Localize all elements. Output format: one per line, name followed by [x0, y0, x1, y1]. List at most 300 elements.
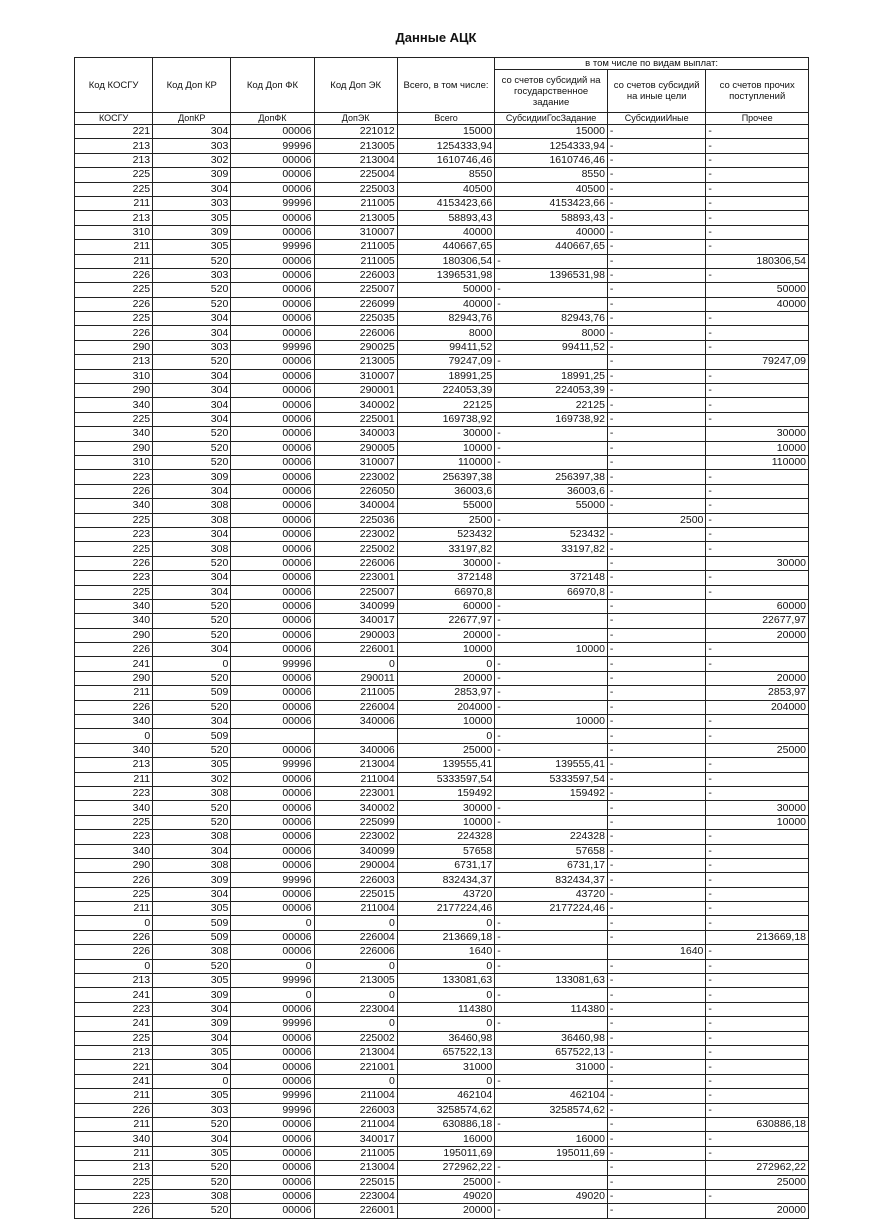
cell-total: 22125 — [397, 398, 494, 412]
cell-total: 40500 — [397, 182, 494, 196]
cell-dop-kr: 305 — [153, 902, 231, 916]
cell-dop-kr: 305 — [153, 1046, 231, 1060]
cell-inye: - — [607, 398, 705, 412]
cell-gos-zadanie: - — [495, 254, 608, 268]
cell-inye: - — [607, 830, 705, 844]
table-row — [75, 585, 809, 599]
cell-kosgu: 226 — [75, 945, 153, 959]
cell-dop-ek — [314, 729, 397, 743]
cell-dop-fk: 00006 — [231, 1074, 314, 1088]
cell-inye: - — [607, 312, 705, 326]
cell-dop-ek: 213004 — [314, 758, 397, 772]
cell-dop-ek: 211004 — [314, 1117, 397, 1131]
cell-inye: - — [607, 1161, 705, 1175]
cell-dop-kr: 303 — [153, 268, 231, 282]
cell-total: 0 — [397, 988, 494, 1002]
table-row — [75, 384, 809, 398]
cell-prochee: - — [706, 1146, 809, 1160]
cell-dop-ek: 226006 — [314, 556, 397, 570]
cell-prochee: - — [706, 312, 809, 326]
cell-inye: - — [607, 1189, 705, 1203]
cell-dop-fk: 00006 — [231, 715, 314, 729]
cell-prochee: - — [706, 758, 809, 772]
table-row — [75, 758, 809, 772]
table-row — [75, 1161, 809, 1175]
cell-gos-zadanie: 224053,39 — [495, 384, 608, 398]
cell-prochee: - — [706, 858, 809, 872]
cell-total: 114380 — [397, 1002, 494, 1016]
cell-dop-kr: 304 — [153, 125, 231, 139]
cell-total: 20000 — [397, 1204, 494, 1218]
cell-kosgu: 225 — [75, 412, 153, 426]
cell-dop-kr: 304 — [153, 484, 231, 498]
table-row — [75, 254, 809, 268]
cell-dop-fk: 00006 — [231, 225, 314, 239]
cell-dop-fk: 99996 — [231, 1103, 314, 1117]
cell-inye: - — [607, 988, 705, 1002]
cell-dop-ek: 340003 — [314, 427, 397, 441]
cell-total: 2500 — [397, 513, 494, 527]
cell-kosgu: 340 — [75, 801, 153, 815]
cell-total: 204000 — [397, 700, 494, 714]
cell-total: 31000 — [397, 1060, 494, 1074]
cell-dop-fk: 00006 — [231, 801, 314, 815]
cell-dop-ek: 226099 — [314, 297, 397, 311]
cell-dop-fk: 00006 — [231, 772, 314, 786]
cell-inye: - — [607, 168, 705, 182]
cell-inye: - — [607, 427, 705, 441]
table-row — [75, 513, 809, 527]
cell-dop-kr: 520 — [153, 959, 231, 973]
cell-gos-zadanie: 5333597,54 — [495, 772, 608, 786]
cell-dop-kr: 309 — [153, 225, 231, 239]
cell-dop-kr: 308 — [153, 786, 231, 800]
cell-gos-zadanie: 195011,69 — [495, 1146, 608, 1160]
cell-kosgu: 290 — [75, 858, 153, 872]
cell-dop-fk: 00006 — [231, 455, 314, 469]
table-row — [75, 168, 809, 182]
cell-dop-fk: 00006 — [231, 153, 314, 167]
cell-gos-zadanie: 6731,17 — [495, 858, 608, 872]
cell-dop-kr: 520 — [153, 671, 231, 685]
cell-kosgu: 221 — [75, 125, 153, 139]
cell-gos-zadanie: - — [495, 945, 608, 959]
cell-dop-kr: 520 — [153, 556, 231, 570]
cell-dop-kr: 304 — [153, 412, 231, 426]
cell-kosgu: 213 — [75, 211, 153, 225]
cell-total: 462104 — [397, 1089, 494, 1103]
table-row — [75, 1074, 809, 1088]
cell-kosgu: 225 — [75, 1031, 153, 1045]
cell-dop-kr: 308 — [153, 513, 231, 527]
cell-gos-zadanie: 1396531,98 — [495, 268, 608, 282]
cell-total: 5333597,54 — [397, 772, 494, 786]
cell-kosgu: 211 — [75, 902, 153, 916]
cell-dop-kr: 509 — [153, 916, 231, 930]
cell-total: 0 — [397, 959, 494, 973]
cell-kosgu: 211 — [75, 254, 153, 268]
cell-gos-zadanie: 8550 — [495, 168, 608, 182]
cell-inye: - — [607, 268, 705, 282]
cell-total: 0 — [397, 1017, 494, 1031]
cell-dop-fk: 00006 — [231, 945, 314, 959]
cell-dop-ek: 340099 — [314, 844, 397, 858]
cell-gos-zadanie: - — [495, 700, 608, 714]
cell-total: 272962,22 — [397, 1161, 494, 1175]
cell-inye: - — [607, 369, 705, 383]
cell-total: 25000 — [397, 1175, 494, 1189]
cell-prochee: - — [706, 657, 809, 671]
cell-dop-fk: 99996 — [231, 873, 314, 887]
cell-inye: - — [607, 297, 705, 311]
cell-gos-zadanie: - — [495, 930, 608, 944]
cell-kosgu: 211 — [75, 196, 153, 210]
cell-dop-ek: 310007 — [314, 455, 397, 469]
table-row — [75, 657, 809, 671]
cell-gos-zadanie: - — [495, 657, 608, 671]
cell-dop-kr: 303 — [153, 196, 231, 210]
cell-gos-zadanie: 4153423,66 — [495, 196, 608, 210]
cell-kosgu: 226 — [75, 556, 153, 570]
cell-inye: - — [607, 499, 705, 513]
cell-total: 3258574,62 — [397, 1103, 494, 1117]
cell-total: 49020 — [397, 1189, 494, 1203]
table-row — [75, 801, 809, 815]
cell-dop-ek: 340099 — [314, 599, 397, 613]
table-row — [75, 628, 809, 642]
cell-total: 10000 — [397, 715, 494, 729]
cell-kosgu: 225 — [75, 168, 153, 182]
cell-prochee: - — [706, 916, 809, 930]
cell-dop-kr: 309 — [153, 168, 231, 182]
cell-dop-ek: 225004 — [314, 168, 397, 182]
cell-inye: - — [607, 340, 705, 354]
cell-gos-zadanie: - — [495, 614, 608, 628]
cell-total: 1396531,98 — [397, 268, 494, 282]
col-header-dop-fk: Код Доп ФК — [231, 58, 314, 113]
cell-dop-ek: 223002 — [314, 470, 397, 484]
cell-dop-fk: 99996 — [231, 340, 314, 354]
cell-prochee: - — [706, 974, 809, 988]
table-row — [75, 1060, 809, 1074]
table-row — [75, 297, 809, 311]
cell-kosgu: 223 — [75, 571, 153, 585]
cell-dop-ek: 225015 — [314, 1175, 397, 1189]
cell-dop-fk: 00006 — [231, 858, 314, 872]
cell-total: 57658 — [397, 844, 494, 858]
cell-prochee: - — [706, 268, 809, 282]
cell-dop-kr: 509 — [153, 930, 231, 944]
cell-dop-ek: 340017 — [314, 614, 397, 628]
cell-dop-fk: 00006 — [231, 527, 314, 541]
cell-dop-kr: 520 — [153, 297, 231, 311]
cell-inye: - — [607, 556, 705, 570]
table-row — [75, 556, 809, 570]
cell-prochee: - — [706, 398, 809, 412]
cell-kosgu: 226 — [75, 297, 153, 311]
table-row — [75, 1046, 809, 1060]
cell-dop-fk: 00006 — [231, 887, 314, 901]
table-row — [75, 743, 809, 757]
cell-inye: - — [607, 1103, 705, 1117]
cell-inye: - — [607, 326, 705, 340]
cell-dop-fk: 00006 — [231, 125, 314, 139]
cell-dop-fk: 00006 — [231, 1117, 314, 1131]
cell-dop-kr: 509 — [153, 686, 231, 700]
cell-total: 18991,25 — [397, 369, 494, 383]
cell-dop-fk: 00006 — [231, 643, 314, 657]
cell-prochee: - — [706, 571, 809, 585]
cell-dop-fk: 00006 — [231, 484, 314, 498]
cell-kosgu: 225 — [75, 513, 153, 527]
cell-kosgu: 340 — [75, 715, 153, 729]
cell-gos-zadanie: 36460,98 — [495, 1031, 608, 1045]
cell-dop-ek: 290001 — [314, 384, 397, 398]
cell-dop-ek: 223002 — [314, 527, 397, 541]
cell-dop-fk: 00006 — [231, 700, 314, 714]
cell-kosgu: 213 — [75, 153, 153, 167]
cell-dop-fk: 00006 — [231, 815, 314, 829]
cell-dop-fk: 00006 — [231, 1002, 314, 1016]
cell-prochee: - — [706, 585, 809, 599]
cell-inye: - — [607, 614, 705, 628]
cell-gos-zadanie: 372148 — [495, 571, 608, 585]
cell-total: 523432 — [397, 527, 494, 541]
cell-dop-kr: 520 — [153, 283, 231, 297]
cell-kosgu: 310 — [75, 225, 153, 239]
cell-gos-zadanie: - — [495, 916, 608, 930]
cell-prochee: - — [706, 369, 809, 383]
cell-dop-kr: 304 — [153, 369, 231, 383]
cell-prochee: 25000 — [706, 743, 809, 757]
cell-total: 1254333,94 — [397, 139, 494, 153]
cell-inye: - — [607, 412, 705, 426]
cell-dop-ek: 226004 — [314, 700, 397, 714]
cell-dop-fk: 00006 — [231, 513, 314, 527]
table-row — [75, 196, 809, 210]
cell-gos-zadanie: 57658 — [495, 844, 608, 858]
cell-total: 169738,92 — [397, 412, 494, 426]
cell-prochee: - — [706, 1074, 809, 1088]
cell-inye: - — [607, 758, 705, 772]
cell-total: 33197,82 — [397, 542, 494, 556]
cell-prochee: 30000 — [706, 556, 809, 570]
cell-dop-kr: 304 — [153, 1132, 231, 1146]
cell-dop-kr: 308 — [153, 830, 231, 844]
cell-inye: - — [607, 1132, 705, 1146]
table-row — [75, 902, 809, 916]
cell-dop-ek: 211005 — [314, 686, 397, 700]
cell-gos-zadanie: 49020 — [495, 1189, 608, 1203]
cell-dop-kr: 308 — [153, 945, 231, 959]
cell-prochee: - — [706, 240, 809, 254]
cell-dop-ek: 213004 — [314, 1046, 397, 1060]
table-row — [75, 873, 809, 887]
cell-dop-ek: 310007 — [314, 225, 397, 239]
cell-gos-zadanie: - — [495, 1175, 608, 1189]
cell-inye: - — [607, 1204, 705, 1218]
cell-kosgu: 213 — [75, 758, 153, 772]
cell-kosgu: 340 — [75, 427, 153, 441]
cell-dop-kr: 520 — [153, 355, 231, 369]
cell-kosgu: 211 — [75, 686, 153, 700]
cell-total: 55000 — [397, 499, 494, 513]
cell-gos-zadanie: - — [495, 815, 608, 829]
table-row — [75, 527, 809, 541]
table-row — [75, 268, 809, 282]
cell-inye: - — [607, 1017, 705, 1031]
cell-total: 1640 — [397, 945, 494, 959]
cell-inye: - — [607, 484, 705, 498]
cell-dop-ek: 226004 — [314, 930, 397, 944]
cell-prochee: - — [706, 1132, 809, 1146]
cell-dop-fk: 99996 — [231, 139, 314, 153]
cell-kosgu: 223 — [75, 1189, 153, 1203]
cell-inye: - — [607, 599, 705, 613]
cell-dop-fk: 00006 — [231, 542, 314, 556]
table-row — [75, 1103, 809, 1117]
cell-total: 8550 — [397, 168, 494, 182]
cell-total: 159492 — [397, 786, 494, 800]
cell-prochee: 25000 — [706, 1175, 809, 1189]
cell-dop-kr: 308 — [153, 1189, 231, 1203]
cell-dop-ek: 226050 — [314, 484, 397, 498]
cell-kosgu: 310 — [75, 455, 153, 469]
cell-dop-fk: 0 — [231, 916, 314, 930]
cell-kosgu: 290 — [75, 441, 153, 455]
cell-kosgu: 241 — [75, 1074, 153, 1088]
cell-dop-ek: 211004 — [314, 1089, 397, 1103]
table-row — [75, 844, 809, 858]
cell-gos-zadanie: 55000 — [495, 499, 608, 513]
code-header-kosgu: КОСГУ — [75, 113, 153, 125]
cell-inye: 1640 — [607, 945, 705, 959]
table-row — [75, 1089, 809, 1103]
cell-dop-kr: 305 — [153, 1146, 231, 1160]
cell-kosgu: 241 — [75, 1017, 153, 1031]
cell-gos-zadanie: - — [495, 1017, 608, 1031]
cell-kosgu: 223 — [75, 470, 153, 484]
cell-dop-kr: 520 — [153, 1117, 231, 1131]
cell-kosgu: 211 — [75, 1089, 153, 1103]
cell-gos-zadanie: 256397,38 — [495, 470, 608, 484]
cell-total: 440667,65 — [397, 240, 494, 254]
cell-kosgu: 226 — [75, 643, 153, 657]
cell-inye: - — [607, 858, 705, 872]
cell-total: 372148 — [397, 571, 494, 585]
cell-dop-kr: 520 — [153, 427, 231, 441]
cell-kosgu: 211 — [75, 1146, 153, 1160]
cell-prochee: - — [706, 959, 809, 973]
cell-kosgu: 226 — [75, 268, 153, 282]
cell-total: 15000 — [397, 125, 494, 139]
cell-inye: - — [607, 1046, 705, 1060]
cell-prochee: - — [706, 153, 809, 167]
cell-dop-ek: 225007 — [314, 283, 397, 297]
cell-inye: - — [607, 815, 705, 829]
cell-dop-ek: 225007 — [314, 585, 397, 599]
cell-dop-fk: 00006 — [231, 1031, 314, 1045]
table-row — [75, 1132, 809, 1146]
cell-inye: - — [607, 254, 705, 268]
cell-kosgu: 225 — [75, 283, 153, 297]
cell-kosgu: 241 — [75, 988, 153, 1002]
cell-gos-zadanie: 440667,65 — [495, 240, 608, 254]
table-row — [75, 1117, 809, 1131]
cell-dop-fk: 00006 — [231, 599, 314, 613]
cell-total: 36460,98 — [397, 1031, 494, 1045]
cell-dop-ek: 0 — [314, 916, 397, 930]
cell-dop-kr: 305 — [153, 974, 231, 988]
cell-kosgu: 225 — [75, 312, 153, 326]
cell-dop-kr: 520 — [153, 628, 231, 642]
cell-dop-ek: 223001 — [314, 571, 397, 585]
table-row — [75, 240, 809, 254]
cell-dop-ek: 226001 — [314, 643, 397, 657]
cell-kosgu: 340 — [75, 499, 153, 513]
cell-gos-zadanie: 43720 — [495, 887, 608, 901]
cell-prochee: - — [706, 1089, 809, 1103]
cell-kosgu: 226 — [75, 700, 153, 714]
cell-prochee: 30000 — [706, 427, 809, 441]
cell-dop-kr: 520 — [153, 599, 231, 613]
table-row — [75, 455, 809, 469]
cell-dop-ek: 211005 — [314, 196, 397, 210]
cell-dop-kr: 520 — [153, 743, 231, 757]
cell-prochee: - — [706, 139, 809, 153]
cell-dop-kr: 304 — [153, 1031, 231, 1045]
cell-gos-zadanie: 2177224,46 — [495, 902, 608, 916]
cell-prochee: 22677,97 — [706, 614, 809, 628]
cell-inye: - — [607, 801, 705, 815]
table-row — [75, 225, 809, 239]
cell-gos-zadanie: - — [495, 441, 608, 455]
cell-dop-fk: 00006 — [231, 427, 314, 441]
cell-dop-fk: 00006 — [231, 499, 314, 513]
table-row — [75, 599, 809, 613]
cell-dop-fk: 99996 — [231, 657, 314, 671]
col-header-prochie: со счетов прочих поступлений — [706, 70, 809, 113]
cell-dop-kr: 0 — [153, 657, 231, 671]
cell-dop-fk: 00006 — [231, 786, 314, 800]
cell-dop-ek: 225015 — [314, 887, 397, 901]
cell-dop-ek: 213005 — [314, 355, 397, 369]
cell-kosgu: 225 — [75, 542, 153, 556]
cell-gos-zadanie: - — [495, 988, 608, 1002]
cell-total: 1610746,46 — [397, 153, 494, 167]
cell-kosgu: 310 — [75, 369, 153, 383]
table-row — [75, 153, 809, 167]
cell-dop-kr: 520 — [153, 1204, 231, 1218]
cell-dop-fk: 00006 — [231, 326, 314, 340]
cell-dop-fk: 00006 — [231, 902, 314, 916]
cell-total: 0 — [397, 729, 494, 743]
cell-dop-kr: 304 — [153, 312, 231, 326]
cell-total: 50000 — [397, 283, 494, 297]
cell-dop-ek: 225003 — [314, 182, 397, 196]
cell-dop-kr: 304 — [153, 326, 231, 340]
cell-prochee: 40000 — [706, 297, 809, 311]
cell-kosgu: 340 — [75, 743, 153, 757]
cell-dop-ek: 211005 — [314, 254, 397, 268]
cell-dop-kr: 303 — [153, 139, 231, 153]
cell-total: 213669,18 — [397, 930, 494, 944]
cell-prochee: - — [706, 729, 809, 743]
cell-kosgu: 290 — [75, 340, 153, 354]
cell-dop-ek: 290004 — [314, 858, 397, 872]
cell-gos-zadanie: 139555,41 — [495, 758, 608, 772]
table-row — [75, 1002, 809, 1016]
